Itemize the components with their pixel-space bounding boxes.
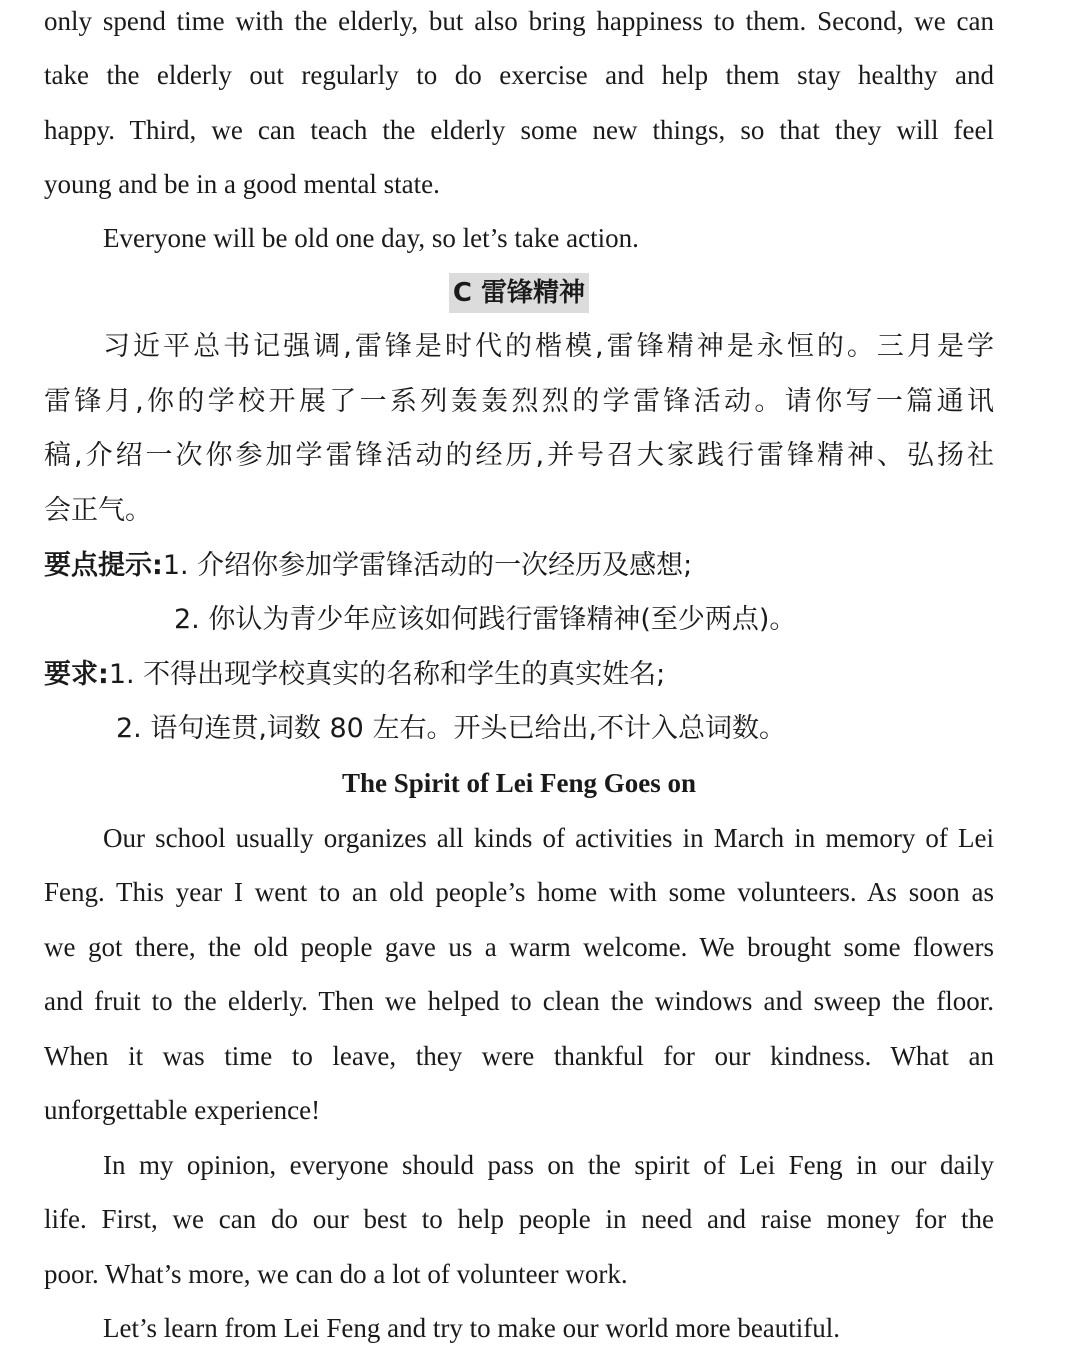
prompt-line: 稿,介绍一次你参加学雷锋活动的经历,并号召大家践行雷锋精神、弘扬社	[44, 440, 994, 471]
key-points	[44, 546, 994, 586]
prev-essay-line: happy. Third, we can teach the elderly some new things, so that they will feel	[44, 115, 994, 145]
essay-closing: Let’s learn from Lei Feng and try to make our world more beautiful.	[103, 1313, 841, 1343]
prompt-line: 习近平总书记强调,雷锋是时代的楷模,雷锋精神是永恒的。三月是学	[103, 331, 994, 362]
key-point-item: 1. 介绍你参加学雷锋活动的一次经历及感想;	[162, 550, 693, 581]
requirements-label: 要求:	[44, 659, 109, 690]
prev-essay-line: take the elderly out regularly to do exercise and help them stay healthy and	[44, 60, 994, 90]
essay-para2-line: life. First, we can do our best to help people in need and raise money for the	[44, 1204, 994, 1234]
requirements	[44, 655, 994, 695]
essay-para2-line: In my opinion, everyone should pass on the spirit of Lei Feng in our daily	[103, 1150, 994, 1180]
prev-essay-line: young and be in a good mental state.	[44, 169, 440, 199]
requirement-item: 1. 不得出现学校真实的名称和学生的真实姓名;	[108, 659, 666, 690]
essay-para2-line: poor. What’s more, we can do a lot of volunteer work.	[44, 1259, 628, 1289]
prompt-line: 会正气。	[44, 495, 152, 526]
essay-para1-line: we got there, the old people gave us a warm welcome. We brought some flowers	[44, 932, 994, 962]
essay-para1-line: Feng. This year I went to an old people’s home with some volunteers. As soon as	[44, 877, 994, 907]
prompt-line: 雷锋月,你的学校开展了一系列轰轰烈烈的学雷锋活动。请你写一篇通讯	[44, 386, 994, 417]
prev-essay-closing: Everyone will be old one day, so let’s take action.	[103, 223, 639, 253]
essay-para1-line: unforgettable experience!	[44, 1095, 321, 1125]
requirement-item: 2. 语句连贯,词数 80 左右。开头已给出,不计入总词数。	[116, 713, 787, 744]
essay-para1-line: Our school usually organizes all kinds of activities in March in memory of Lei	[103, 823, 994, 853]
key-point-item: 2. 你认为青少年应该如何践行雷锋精神(至少两点)。	[174, 604, 797, 635]
essay-para1-line: and fruit to the elderly. Then we helped to clean the windows and sweep the floor.	[44, 986, 994, 1016]
key-points-label: 要点提示:	[44, 550, 163, 581]
essay-title: The Spirit of Lei Feng Goes on	[341, 768, 696, 798]
essay-para1-line: When it was time to leave, they were thankful for our kindness. What an	[44, 1041, 994, 1071]
section-c-label: C 雷锋精神	[449, 273, 589, 313]
prev-essay-line: only spend time with the elderly, but also bring happiness to them. Second, we can	[44, 6, 994, 36]
section-heading	[44, 272, 994, 312]
